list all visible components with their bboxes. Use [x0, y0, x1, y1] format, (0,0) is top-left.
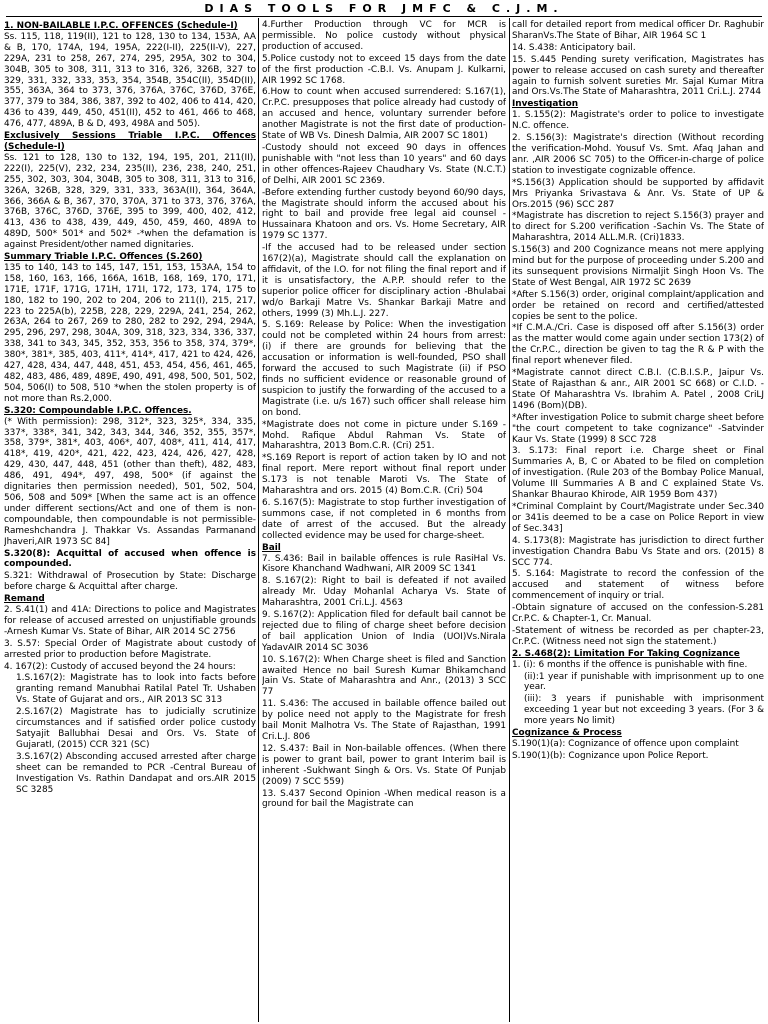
- list-item: 9. S.167(2): Application filed for default bail cannot be rejected due to filing of charge sheet before decision of bail application Union of India (UOI)Vs.Nirala YadavAIR 2014 SC 3036: [262, 610, 506, 653]
- paragraph: -Custody should not exceed 90 days in offences punishable with "not less than 10 years" and 60 days in other offences-Rajeev Chaudhary Vs. State (N.C.T.) of Delhi, AIR 2001 SC 2369.: [262, 142, 506, 186]
- paragraph: Ss. 121 to 128, 130 to 132, 194, 195, 201, 211(II), 222(I), 225(V), 232, 234, 235(II), 236, 238, 240, 251, 255, 302, 303, 304, 304B, 305 to 308, 311, 313 to 316, 326A, 326B, 328, 329, 331, 333, 363A(II), 364, 364A, 366, 366A & B, 367, 370, 370A, 371 to 373, 376, 376A, 376B, 376C, 376D, 376E, 395 to 399, 400, 402, 412, 413, 436 to 438, 439, 449, 450, 459, 460, 489A to 489D, 500* 501* and 502* -*when the defamation is against President/other named dignitaries.: [4, 152, 256, 251]
- list-item: 1. S.155(2): Magistrate's order to police to investigate N.C. offence.: [512, 110, 764, 132]
- page-title: DIAS TOOLS FOR JMFC & C.J.M.: [204, 2, 564, 15]
- list-item: 3. S.57: Special Order of Magistrate about custody of arrested prior to production before Magistrate.: [4, 638, 256, 660]
- list-item: 7. S.436: Bail in bailable offences is rule RasiHal Vs. Kisore Khanchand Wadhwani, AIR 2009 SC 1341: [262, 553, 506, 575]
- list-item: 5. S.164: Magistrate to record the confession of the accused and statement of witness before commencement of inquiry or trial.: [512, 569, 764, 602]
- paragraph: 6.How to count when accused surrendered: S.167(1), Cr.P.C. presupposes that police already had custody of an accused and hence, voluntary surrender before another Magistrate is not the first date of production-State of WB Vs. Dinesh Dalmia, AIR 2007 SC 1801): [262, 87, 506, 142]
- title-rule: [6, 16, 762, 17]
- paragraph: call for detailed report from medical officer Dr. Raghubir SharanVs.The State of Bihar, AIR 1964 SC 1: [512, 20, 764, 41]
- paragraph: *Magistrate does not come in picture under S.169 -Mohd. Rafique Abdul Rahman Vs. State of Maharashtra, 2013 Bom.C.R. (Cri) 251.: [262, 419, 506, 452]
- list-item: *If C.M.A./Cri. Case is disposed off after S.156(3) order as the matter would come again under section 173(2) of the Cr.P.C., direction be given to tag the R & P with the final report whenever filed.: [512, 323, 764, 367]
- column-1: [4, 20, 256, 1020]
- list-item: (iii): 3 years if punishable with imprisonment exceeding 1 year but not exceeding 3 years. (For 3 & more years No limit): [524, 694, 764, 727]
- column-divider: [258, 18, 259, 1022]
- list-item: 2. S.156(3): Magistrate's direction (Without recording the verification-Mohd. Yousuf Vs. Smt. Afaq Jahan and anr. ,AIR 2006 SC 705) to the Officer-in-charge of police station to investigate cognizable offence.: [512, 133, 764, 176]
- list-item: *Criminal Complaint by Court/Magistrate under Sec.340 or 341is deemed to be a case on Police Report in view of Sec.343]: [512, 501, 764, 534]
- heading-limitation: 2. S.468(2): Limitation For Taking Cognizance: [512, 648, 740, 659]
- list-item: 11. S.436: The accused in bailable offence bailed out by police need not apply to the Magistrate for fresh bail Monit Malhotra Vs. The State of Rajasthan, 1991 Cri.L.J. 806: [262, 699, 506, 742]
- list-item: S.190(1)(b): Cognizance upon Police Report.: [512, 750, 709, 761]
- heading-remand: Remand: [4, 594, 45, 605]
- heading-summary-triable: Summary Triable I.P.C. Offences (S.260): [4, 252, 203, 263]
- list-item: -Statement of witness be recorded as per chapter-23, Cr.P.C. (Witness need not sign the statement.): [512, 625, 764, 647]
- list-item: 3.S.167(2) Absconding accused arrested after charge sheet can be remanded to PCR -Central Bureau of Investigation Vs. Rathin Dandapat and ors.AIR 2015 SC 3285: [16, 751, 256, 795]
- list-item: 2.S.167(2) Magistrate has to judicially scrutinize circumstances and if satisfied order police custody Satyajit Ballubhai Desai and Ors. Vs. State of GujaratI, (2015) CCR 321 (SC): [16, 707, 256, 750]
- paragraph: 5.Police custody not to exceed 15 days from the date of the first production -C.B.I. Vs. Anupam J. Kulkarni, AIR 1992 SC 1768.: [262, 53, 506, 86]
- list-item: *Magistrate cannot direct C.B.I. (C.B.I.S.P., Jaipur Vs. State of Rajasthan & anr., AIR 2001 SC 668) or C.I.D. -State Of Maharashtra Vs. Ibrahim A. Patel , 2008 CriLJ 1496 (Bom)(DB).: [512, 368, 764, 411]
- heading-bail: Bail: [262, 542, 281, 553]
- list-item: *Magistrate has discretion to reject S.156(3) prayer and to direct for S.200 verification -Sachin Vs. The State of Maharashtra, 2014 ALL.M.R. (Cri)1833.: [512, 211, 764, 244]
- heading-non-bailable: 1. NON-BAILABLE I.P.C. OFFENCES (Schedule-I): [4, 21, 238, 31]
- column-divider: [509, 18, 510, 1022]
- list-item: *S.156(3) Application should be supported by affidavit Mrs Priyanka Srivastava & Anr. Vs. State of UP & Ors.2015 (96) SCC 287: [512, 177, 764, 210]
- list-item: S.190(1)(a): Cognizance of offence upon complaint: [512, 739, 739, 749]
- list-item: -Obtain signature of accused on the confession-S.281 Cr.P.C. & Chapter-1, Cr. Manual.: [512, 603, 764, 625]
- list-item: (ii):1 year if punishable with imprisonment up to one year.: [524, 671, 764, 693]
- column-3: [512, 20, 764, 1020]
- paragraph: 4.Further Production through VC for MCR is permissible. No police custody without physical production of accused.: [262, 20, 506, 52]
- paragraph: S.321: Withdrawal of Prosecution by State: Discharge before charge & Acquittal after charge.: [4, 571, 256, 593]
- heading-cognizance: Cognizance & Process: [512, 728, 622, 739]
- paragraph: Ss. 115, 118, 119(II), 121 to 128, 130 to 134, 153A, AA & B, 170, 174A, 194, 195A, 222(I-II), 225(II-V), 227, 229A, 231 to 258, 267, 274, 295, 295A, 302 to 304, 304B, 305 to 308, 311, 313 to 316, 326, 326B, 327 to 329, 331, 332, 333, 353, 354, 354B, 354C(II), 354D(II), 355, 363A, 364 to 373, 376, 376A, 376C, 376D, 376E, 377, 379 to 384, 386, 387, 392 to 402, 406 to 414, 420, 436 to 439, 449, 450, 451(II), 452 to 461, 466 to 468, 476, 477, 489A, B & D, 493, 498A and 505).: [4, 31, 256, 130]
- heading-compoundable: S.320: Compoundable I.P.C. Offences.: [4, 405, 192, 416]
- column-2: [262, 20, 506, 1020]
- list-item: 1. (i): 6 months if the offence is punishable with fine.: [512, 659, 748, 670]
- list-item: 3. S.173: Final report i.e. Charge sheet or Final Summaries A, B, C or Abated to be filed on completion of investigation. (Rule 203 of the Bombay Police Manual, Volume III Summaries A B and C explained State Vs. Shankar Bhaurao Khirode, AIR 1959 Bom 437): [512, 446, 764, 501]
- paragraph: -Before extending further custody beyond 60/90 days, the Magistrate should inform the accused about his right to bail and provide free legal aid counsel -Hussainara Khatoon and ors. Vs. Home Secretary, AIR 1979 SC 1377.: [262, 187, 506, 242]
- paragraph: 6. S.167(5): Magistrate to stop further investigation of summons case, if not completed in 6 months from date of arrest of the accused. But the already collected evidence may be used for charge-sheet.: [262, 497, 506, 541]
- paragraph: 5. S.169: Release by Police: When the investigation could not be completed within 24 hours from arrest: (i) if there are grounds for believing that the accusation or information is well-founded, PSO shall forward the accused to such Magistrate (ii) if PSO finds no sufficient evidence or reasonable ground of suspicion to justify the forwarding of the accused to a Magistrate (i.e. u/s 167) such officer shall release him on bond.: [262, 320, 506, 418]
- list-item: 4. 167(2): Custody of accused beyond the 24 hours:: [4, 661, 236, 672]
- heading-sessions-triable: Exclusively Sessions Triable I.P.C. Offences (Schedule-I): [4, 131, 256, 152]
- list-item: 14. S.438: Anticipatory bail.: [512, 42, 636, 53]
- list-item: 12. S.437: Bail in Non-bailable offences. (When there is power to grant bail, power to grant Interim bail is inherent -Sukhwant Singh & Ors. Vs. State Of Punjab (2009) 7 SCC 559): [262, 743, 506, 787]
- list-item: 4. S.173(8): Magistrate has jurisdiction to direct further investigation Chandra Babu Vs State and ors. (2015) 8 SCC 774.: [512, 535, 764, 568]
- paragraph: (* With permission): 298, 312*, 323, 325*, 334, 335, 337*, 338*, 341, 342, 343, 344, 346, 352, 355, 357*, 358, 379*, 381*, 403, 406*, 407, 408*, 411, 414, 417, 418*, 419, 420*, 421, 422, 423, 424, 426, 427, 428, 429, 430, 447, 448, 451 (other than theft), 482, 483, 486, 491, 494*, 497, 498, 500* (if against the dignitaries then permission needed), 501, 502, 504, 506, 508 and 509* [When the same act is an offence under different sections/Act and one of them is non-compoundable, then compoundable is not permissible-Rameshchandra J. Thakkar Vs. Assandas Parmanand Jhaveri,AIR 1973 SC 84]: [4, 416, 256, 547]
- list-item: 1.S.167(2): Magistrate has to look into facts before granting remand Manubhai Ratilal Patel Tr. Ushaben Vs. State of Gujarat and ors., AIR 2013 SC 313: [16, 673, 256, 706]
- list-item: 10. S.167(2): When Charge sheet is filed and Sanction awaited Hence no bail Suresh Kumar Bhikamchand Jain Vs. State of Maharashtra and Anr., (2013) 3 SCC 77: [262, 654, 506, 698]
- list-item: *After S.156(3) order, original complaint/application and order be retained on record and certified/attested copies be sent to the police.: [512, 289, 764, 322]
- paragraph: S.320(8): Acquittal of accused when offence is compounded.: [4, 548, 256, 570]
- list-item: 8. S.167(2): Right to bail is defeated if not availed already Mr. Uday Mohanlal Acharya Vs. State of Maharashtra, 2001 Cri.L.J. 4563: [262, 576, 506, 609]
- paragraph: 135 to 140, 143 to 145, 147, 151, 153, 153AA, 154 to 158, 160, 163, 166, 166A, 161B, 168, 169, 170, 171, 171E, 171F, 171G, 171H, 171I, 172, 173, 174, 175 to 180, 182 to 190, 202 to 204, 206 to 211(I), 215, 217, 223 to 225A(b), 225B, 228, 229, 229A, 241, 254, 262, 263A, 264 to 267, 269 to 280, 282 to 292, 294, 294A, 295, 296, 297, 298, 304A, 309, 318, 323, 334, 336, 337, 338, 341 to 343, 345, 352, 353, 356 to 358, 374, 379*, 380*, 381*, 385, 403, 411*, 414*, 417, 421 to 424, 426, 427, 428, 434, 447, 448, 451, 453, 454, 456, 461, 465, 482, 483, 486, 489, 489E, 490, 491, 498, 500, 501, 502, 504, 506(I) to 508, 510 *when the stolen property is of not more than Rs.2,000.: [4, 262, 256, 404]
- paragraph: -If the accused had to be released under section 167(2)(a), Magistrate should call the explanation on affidavit, of the I.O. for not filing the final report and if it is unsatisfactory, the A.P.P. should refer to the superior police officer for disciplinary action -Bhulabai wd/o Barkaji Matre Vs. Shankar Barkaji Matre and others, 1999 (3) Mh.L.J. 227.: [262, 243, 506, 319]
- paragraph: *S.169 Report is report of action taken by IO and not final report. Mere report without final report under S.173 is not tenable Maroti Vs. The State of Maharashtra and ors. 2015 (4) Bom.C.R. (Cri) 504: [262, 453, 506, 497]
- list-item: 2. S.41(1) and 41A: Directions to police and Magistrates for release of accused arrested on unjustifiable grounds -Arnesh Kumar Vs. State of Bihar, AIR 2014 SC 2756: [4, 605, 256, 637]
- heading-investigation: Investigation: [512, 99, 579, 110]
- list-item: 13. S.437 Second Opinion -When medical reason is a ground for bail the Magistrate can: [262, 788, 506, 810]
- list-item: 15. S.445 Pending surety verification, Magistrates has power to release accused on cash surety and thereafter again to furnish solvent sureties Mr. Sajal Kumar Mitra and Ors.Vs.The State of Maharashtra, 2011 Cri.L.J. 2744: [512, 54, 764, 98]
- list-item: *After investigation Police to submit charge sheet before "the court competent to take cognizance" -Satvinder Kaur Vs. State (1999) 8 SCC 728: [512, 412, 764, 445]
- list-item: S.156(3) and 200 Cognizance means not mere applying mind but for the purpose of proceeding under S.200 and its sunsequent provisions Nirmaljit Singh Hoon Vs. The State of West Bengal, AIR 1972 SC 2639: [512, 245, 764, 288]
